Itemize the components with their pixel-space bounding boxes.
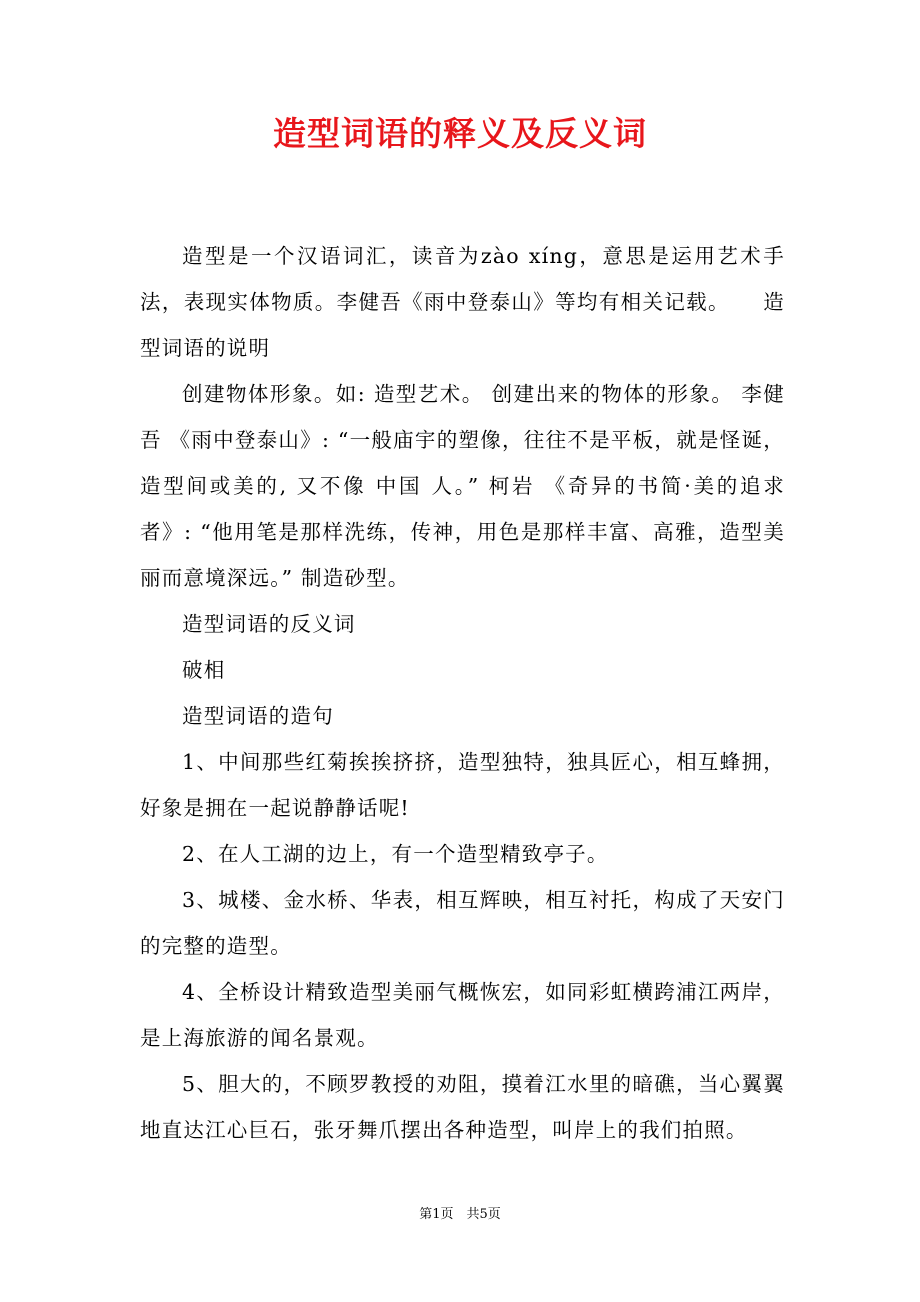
page-footer: 第1页 共5页 [419,1207,501,1222]
document-title: 造型词语的释义及反义词 [273,114,647,153]
example-sentence-2: 2、在人工湖的边上，有一个造型精致亭子。 [182,842,609,866]
antonym-word: 破相 [182,658,226,682]
example-sentence-5: 5、胆大的，不顾罗教授的劝阻，摸着江水里的暗礁，当心翼翼地直达江心巨石，张牙舞爪摆出各种造型，叫岸上的我们拍照。 [140,1072,785,1142]
heading-sentences: 造型词语的造句 [182,704,334,728]
heading-antonym: 造型词语的反义词 [182,612,356,636]
paragraph-intro: 造型是一个汉语词汇，读音为zào xíng，意思是运用艺术手法，表现实体物质。李健吾《雨中登泰山》等均有相关记载。 造型词语的说明 [140,244,785,360]
example-sentence-4: 4、全桥设计精致造型美丽气概恢宏，如同彩虹横跨浦江两岸，是上海旅游的闻名景观。 [140,980,785,1050]
example-sentence-3: 3、城楼、金水桥、华表，相互辉映，相互衬托，构成了天安门的完整的造型。 [140,888,785,958]
document-body [140,233,785,1153]
paragraph-definition: 创建物体形象。如: 造型艺术。 创建出来的物体的形象。 李健吾 《雨中登泰山》: “一般庙宇的塑像，往往不是平板，就是怪诞，造型间或美的, 又不像 中国 人。” 柯岩 《奇异的书简·美的追求者》: “他用笔是那样洗练，传神，用色是那样丰富、高雅，造型美丽而意境深远。” 制造砂型。 [140,382,785,590]
example-sentence-1: 1、中间那些红菊挨挨挤挤，造型独特，独具匠心，相互蜂拥，好象是拥在一起说静静话呢! [140,750,785,820]
